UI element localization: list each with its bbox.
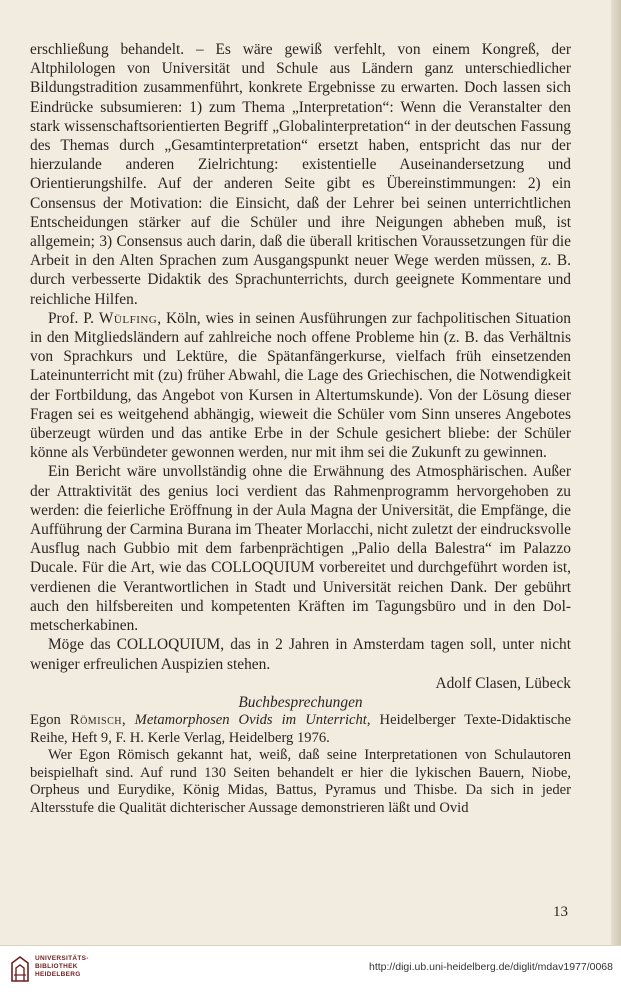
- review-ref-rest: , Heidelberger Texte-Didaktische Reihe, Heft 9, F. H. Kerle Verlag, Heidelberg 1976.: [30, 712, 571, 746]
- library-logo-text: [35, 955, 89, 980]
- paragraph-wuelfing: [30, 309, 571, 463]
- library-crest-icon: [9, 955, 31, 983]
- review-comma: ,: [121, 712, 135, 729]
- viewer-footer: [0, 945, 621, 992]
- logo-line: BIBLIOTHEK: [35, 963, 78, 971]
- page-text: [30, 40, 571, 817]
- library-logo[interactable]: [9, 953, 109, 985]
- page-number: 13: [553, 904, 568, 920]
- review-author-prefix: Egon: [30, 712, 70, 729]
- paragraph-closing-wish: Möge das COLLOQUIUM, das in 2 Jahren in Amsterdam tagen soll, unter nicht weniger erfreulichen Auspizien stehen.: [30, 636, 571, 673]
- review-reference: [30, 712, 571, 747]
- source-url[interactable]: http://digi.ub.uni-heidelberg.de/diglit/mdav1977/0068: [368, 961, 613, 973]
- review-book-title: Metamorphosen Ovids im Unterricht: [134, 712, 367, 729]
- page-edge-shadow: [611, 0, 621, 945]
- logo-line: HEIDELBERG: [35, 971, 81, 979]
- review-author-name: Römisch: [69, 712, 122, 729]
- wuelfing-name: Wülfing: [98, 309, 158, 327]
- paragraph-conference-summary: erschließung behandelt. – Es wäre gewiß verfehlt, von einem Kongreß, der Altphilologen von Universität und Schule aus Ländern ganz unterschiedlicher Bildungstradition zusammenführt, konkrete Ergebnisse zu erwarten. Doch lassen sich Eindrücke subsumieren: 1) zum Thema „Interpretation“: Wenn die Veranstalter den stark wissenschaftsorientierten Begriff „Globalinterpretation“ in der deutschen Fassung des Themas durch „Gesamtinterpretation“ ersetzt haben, entspricht das nur der hierzulande anderen Zielrichtung: existentielle Auseinandersetzung und Orientierungshilfe. Auf der anderen Seite gibt es Übereinstimmungen: 2) ein Consensus der Motivation: die Einsicht, daß der Lehrer bei seinen unterrichtlichen Entscheidungen stärker auf die Schüler und ihre Neigungen abheben muß, ist allgemein; 3) Consensus auch darin, daß die überall kritischen Voraussetzungen für die Arbeit in den Alten Sprachen zum Ausgangspunkt neuer Wege werden müssen, z. B. durch verbesserte Didaktik des Sprachunterrichts, durch geeignete Kommentare und reichliche Hilfen.: [30, 41, 571, 308]
- paragraph-atmosphere: Ein Bericht wäre unvollständig ohne die Erwähnung des Atmosphärischen. Außer der Attraktivität des genius loci verdient das Rahmenprogramm hervorgehoben zu werden: die feierliche Eröffnung in der Aula Magna der Universität, die Empfänge, die Aufführung der Carmina Burana im Theater Morlacchi, nicht zuletzt der eindrucksvolle Ausflug nach Gubbio mit dem farbenprächtigen „Palio della Balestra“ im Palazzo Ducale. Für die Art, wie das COLLOQUIUM vorbereitet und durchgeführt worden ist, verdienen die Verantwortlichen in Stadt und Universität reichen Dank. Der gebührt auch den hilfsbereiten und kompetenten Kräften im Tagungsbüro und in den Dolmetscherkabinen.: [30, 463, 571, 635]
- review-body: Wer Egon Römisch gekannt hat, weiß, daß seine Interpretationen von Schulautoren beispielhaft sind. Auf rund 130 Seiten behandelt er hier die lykischen Bauern, Niobe, Orpheus und Eurydike, König Midas, Battus, Pyramus und Thisbe. Da sich in jeder Altersstufe die Qualität dichterischer Aussage demonstrieren läßt und Ovid: [30, 747, 571, 816]
- author-signature: Adolf Clasen, Lübeck: [435, 674, 571, 692]
- wuelfing-prefix: Prof. P.: [48, 309, 99, 327]
- wuelfing-text: , Köln, wies in seinen Ausführungen zur fachpolitischen Situation in den Mitgliedsländern auf zahlreiche noch offene Probleme hin (z. B. das Verhältnis von Sprachkurs und Lektüre, die Spätanfängerkurse, vielfach früh einsetzenden Lateinunterricht mit (zu) früher Abwahl, die Lage des Griechischen, die Notwendigkeit der Fortbildung, das Angebot von Kursen in Altertumskunde). Von der Lösung dieser Fragen sei es weitgehend abhängig, wieweit die Schüler vom Sinn unseres Angebotes überzeugt würden und das antike Erbe in der Schule gesichert bliebe: der Schüler könne als Verbündeter gewonnen werden, nur mit ihm sei die Zukunft zu gewinnen.: [30, 309, 572, 462]
- section-title: Buchbesprechungen: [238, 693, 363, 711]
- logo-line: UNIVERSITÄTS-: [35, 955, 89, 962]
- book-review: [30, 712, 571, 817]
